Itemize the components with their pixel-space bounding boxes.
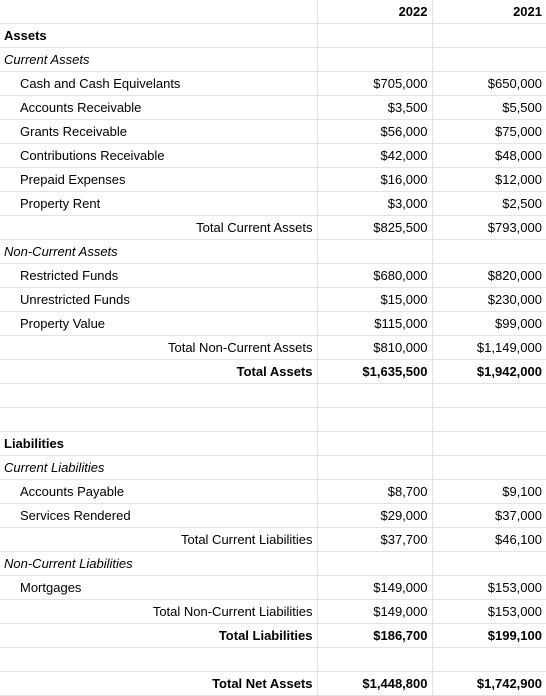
value-2021[interactable]: $99,000 bbox=[432, 312, 546, 336]
noncurrent-assets-title[interactable]: Non-Current Assets bbox=[0, 240, 317, 264]
subtotal-row-noncurrent-assets bbox=[0, 336, 546, 360]
line-item-label[interactable]: Accounts Payable bbox=[0, 480, 317, 504]
table-row bbox=[0, 288, 546, 312]
table-row bbox=[0, 168, 546, 192]
table-row bbox=[0, 192, 546, 216]
empty-cell[interactable] bbox=[317, 24, 432, 48]
year-2021-header[interactable]: 2021 bbox=[432, 0, 546, 24]
empty-cell[interactable] bbox=[317, 48, 432, 72]
total-noncurrent-assets-2021[interactable]: $1,149,000 bbox=[432, 336, 546, 360]
line-item-label[interactable]: Cash and Cash Equivelants bbox=[0, 72, 317, 96]
table-row bbox=[0, 120, 546, 144]
empty-row bbox=[0, 408, 546, 432]
total-current-liabilities-2022[interactable]: $37,700 bbox=[317, 528, 432, 552]
value-2021[interactable]: $75,000 bbox=[432, 120, 546, 144]
line-item-label[interactable]: Accounts Receivable bbox=[0, 96, 317, 120]
total-current-liabilities-label[interactable]: Total Current Liabilities bbox=[0, 528, 317, 552]
empty-cell[interactable] bbox=[0, 408, 317, 432]
assets-section-title[interactable]: Assets bbox=[0, 24, 317, 48]
line-item-label[interactable]: Prepaid Expenses bbox=[0, 168, 317, 192]
empty-cell[interactable] bbox=[432, 24, 546, 48]
line-item-label[interactable]: Unrestricted Funds bbox=[0, 288, 317, 312]
empty-cell[interactable] bbox=[432, 552, 546, 576]
section-row-assets bbox=[0, 24, 546, 48]
value-2022[interactable]: $3,500 bbox=[317, 96, 432, 120]
total-net-assets-label[interactable]: Total Net Assets bbox=[0, 672, 317, 696]
current-assets-title[interactable]: Current Assets bbox=[0, 48, 317, 72]
value-2022[interactable]: $16,000 bbox=[317, 168, 432, 192]
empty-cell[interactable] bbox=[432, 456, 546, 480]
value-2021[interactable]: $12,000 bbox=[432, 168, 546, 192]
value-2021[interactable]: $820,000 bbox=[432, 264, 546, 288]
table-row bbox=[0, 264, 546, 288]
value-2021[interactable]: $153,000 bbox=[432, 576, 546, 600]
empty-cell[interactable] bbox=[317, 384, 432, 408]
total-row-liabilities bbox=[0, 624, 546, 648]
subsection-row-noncurrent-liabilities bbox=[0, 552, 546, 576]
empty-cell[interactable] bbox=[432, 408, 546, 432]
empty-row bbox=[0, 648, 546, 672]
total-noncurrent-liabilities-2022[interactable]: $149,000 bbox=[317, 600, 432, 624]
section-row-liabilities bbox=[0, 432, 546, 456]
value-2021[interactable]: $5,500 bbox=[432, 96, 546, 120]
total-assets-2022[interactable]: $1,635,500 bbox=[317, 360, 432, 384]
empty-cell[interactable] bbox=[432, 48, 546, 72]
subtotal-row-current-liabilities bbox=[0, 528, 546, 552]
line-item-label[interactable]: Property Value bbox=[0, 312, 317, 336]
value-2022[interactable]: $115,000 bbox=[317, 312, 432, 336]
total-net-assets-2022[interactable]: $1,448,800 bbox=[317, 672, 432, 696]
year-2022-header[interactable]: 2022 bbox=[317, 0, 432, 24]
empty-cell[interactable] bbox=[317, 408, 432, 432]
total-assets-2021[interactable]: $1,942,000 bbox=[432, 360, 546, 384]
value-2021[interactable]: $48,000 bbox=[432, 144, 546, 168]
table-row bbox=[0, 72, 546, 96]
total-assets-label[interactable]: Total Assets bbox=[0, 360, 317, 384]
total-liabilities-label[interactable]: Total Liabilities bbox=[0, 624, 317, 648]
total-current-assets-2022[interactable]: $825,500 bbox=[317, 216, 432, 240]
empty-cell[interactable] bbox=[0, 384, 317, 408]
value-2022[interactable]: $42,000 bbox=[317, 144, 432, 168]
noncurrent-liabilities-title[interactable]: Non-Current Liabilities bbox=[0, 552, 317, 576]
table-row bbox=[0, 144, 546, 168]
total-current-liabilities-2021[interactable]: $46,100 bbox=[432, 528, 546, 552]
subtotal-row-current-assets bbox=[0, 216, 546, 240]
value-2022[interactable]: $680,000 bbox=[317, 264, 432, 288]
empty-cell[interactable] bbox=[317, 456, 432, 480]
header-row bbox=[0, 0, 546, 24]
table-row bbox=[0, 504, 546, 528]
total-row-net-assets bbox=[0, 672, 546, 696]
empty-cell[interactable] bbox=[432, 648, 546, 672]
value-2021[interactable]: $9,100 bbox=[432, 480, 546, 504]
line-item-label[interactable]: Grants Receivable bbox=[0, 120, 317, 144]
table-row bbox=[0, 96, 546, 120]
subsection-row-current-liabilities bbox=[0, 456, 546, 480]
line-item-label[interactable]: Property Rent bbox=[0, 192, 317, 216]
empty-cell[interactable] bbox=[432, 240, 546, 264]
total-noncurrent-liabilities-label[interactable]: Total Non-Current Liabilities bbox=[0, 600, 317, 624]
header-label-cell[interactable] bbox=[0, 0, 317, 24]
total-row-assets bbox=[0, 360, 546, 384]
value-2022[interactable]: $56,000 bbox=[317, 120, 432, 144]
line-item-label[interactable]: Contributions Receivable bbox=[0, 144, 317, 168]
line-item-label[interactable]: Restricted Funds bbox=[0, 264, 317, 288]
value-2022[interactable]: $3,000 bbox=[317, 192, 432, 216]
empty-cell[interactable] bbox=[432, 432, 546, 456]
value-2022[interactable]: $705,000 bbox=[317, 72, 432, 96]
line-item-label[interactable]: Services Rendered bbox=[0, 504, 317, 528]
subsection-row-current-assets bbox=[0, 48, 546, 72]
value-2022[interactable]: $149,000 bbox=[317, 576, 432, 600]
empty-cell[interactable] bbox=[317, 648, 432, 672]
total-noncurrent-assets-label[interactable]: Total Non-Current Assets bbox=[0, 336, 317, 360]
empty-cell[interactable] bbox=[432, 384, 546, 408]
total-current-assets-label[interactable]: Total Current Assets bbox=[0, 216, 317, 240]
empty-row bbox=[0, 384, 546, 408]
subsection-row-noncurrent-assets bbox=[0, 240, 546, 264]
line-item-label[interactable]: Mortgages bbox=[0, 576, 317, 600]
total-current-assets-2021[interactable]: $793,000 bbox=[432, 216, 546, 240]
value-2022[interactable]: $29,000 bbox=[317, 504, 432, 528]
table-row bbox=[0, 480, 546, 504]
empty-cell[interactable] bbox=[317, 240, 432, 264]
table-row bbox=[0, 312, 546, 336]
total-net-assets-2021[interactable]: $1,742,900 bbox=[432, 672, 546, 696]
liabilities-section-title[interactable]: Liabilities bbox=[0, 432, 317, 456]
empty-cell[interactable] bbox=[0, 648, 317, 672]
total-noncurrent-assets-2022[interactable]: $810,000 bbox=[317, 336, 432, 360]
total-noncurrent-liabilities-2021[interactable]: $153,000 bbox=[432, 600, 546, 624]
value-2021[interactable]: $650,000 bbox=[432, 72, 546, 96]
total-liabilities-2021[interactable]: $199,100 bbox=[432, 624, 546, 648]
value-2021[interactable]: $37,000 bbox=[432, 504, 546, 528]
value-2022[interactable]: $8,700 bbox=[317, 480, 432, 504]
total-liabilities-2022[interactable]: $186,700 bbox=[317, 624, 432, 648]
table-row bbox=[0, 576, 546, 600]
value-2021[interactable]: $230,000 bbox=[432, 288, 546, 312]
subtotal-row-noncurrent-liabilities bbox=[0, 600, 546, 624]
empty-cell[interactable] bbox=[317, 432, 432, 456]
value-2022[interactable]: $15,000 bbox=[317, 288, 432, 312]
current-liabilities-title[interactable]: Current Liabilities bbox=[0, 456, 317, 480]
empty-cell[interactable] bbox=[317, 552, 432, 576]
value-2021[interactable]: $2,500 bbox=[432, 192, 546, 216]
